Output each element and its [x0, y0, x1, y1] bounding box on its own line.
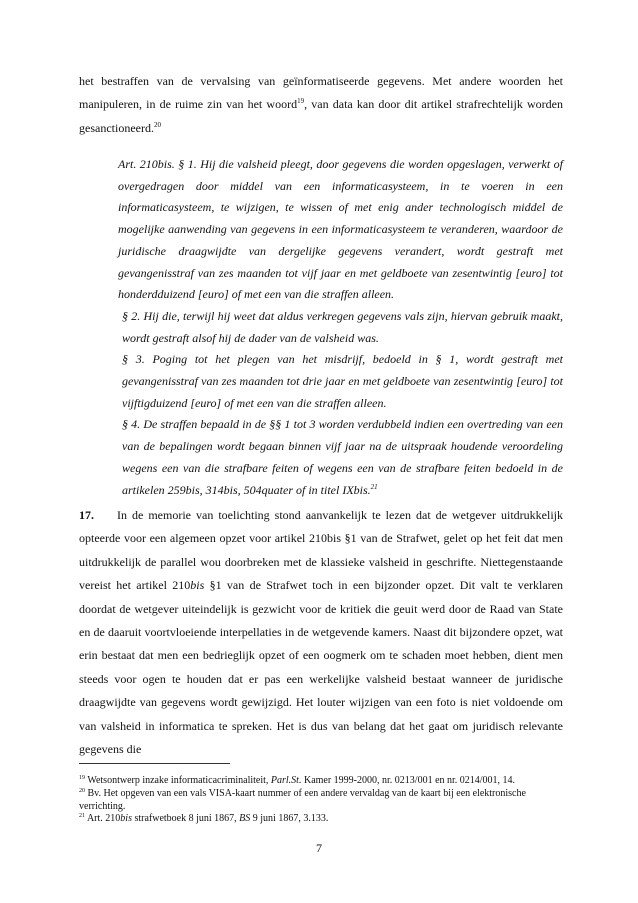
intro-text-1: het bestraffen van de vervalsing van geïnformatiseerde gegevens. Met andere woorden het manipuleren, in de ruime zin van het woord	[79, 74, 563, 112]
footnote-number: 21	[79, 813, 85, 819]
footnote-italic: bis	[120, 813, 132, 824]
footnote-text: strafwetboek 8 juni 1867,	[131, 813, 240, 824]
footnote-ref-21[interactable]: 21	[370, 482, 378, 491]
quote-paragraph-4	[118, 414, 563, 501]
footnote-number: 20	[79, 788, 85, 794]
page-number: 7	[316, 841, 322, 855]
footnote-text: Kamer 1999-2000, nr. 0213/001 en nr. 0214/001, 14.	[301, 775, 516, 786]
quoted-article-block	[118, 154, 563, 501]
footnote-number: 19	[79, 775, 85, 781]
quote-paragraph-1: Art. 210bis. § 1. Hij die valsheid pleegt, door gegevens die worden opgeslagen, verwerkt of overgedragen door middel van een informaticasysteem, in te voeren in een informaticasysteem, te wijzigen, te wissen of met enig ander technologisch middel de mogelijke aanwending van gegevens in een informaticasysteem te veranderen, waardoor de juridische draagwijdte van dergelijke gegevens verandert, wordt gestraft met gevangenisstraf van zes maanden tot vijf jaar en met geldboete van zesentwintig [euro] tot honderdduizend [euro] of met een van die straffen alleen.	[118, 157, 563, 302]
quote-paragraph-4-text: § 4. De straffen bepaald in de §§ 1 tot 3 worden verdubbeld indien een overtreding van een van de bepalingen wordt begaan binnen vijf jaar na de uitspraak houdende veroordeling wegens een van die strafbare feiten of wegens een van de strafbare feiten bedoeld in de artikelen 259bis, 314bis, 504quater of in titel IXbis.	[122, 417, 563, 497]
section-number: 17.	[79, 508, 94, 522]
footnote-text: Bv. Het opgeven van een vals VISA-kaart nummer of een andere vervaldag van de kaart bij een elektronische verrichting.	[79, 788, 526, 812]
quote-paragraph-2: § 2. Hij die, terwijl hij weet dat aldus verkregen gegevens vals zijn, hiervan gebruik maakt, wordt gestraft alsof hij de dader van de valsheid was.	[122, 308, 563, 345]
footnote-19	[79, 775, 563, 788]
quote-paragraph-3: § 3. Poging tot het plegen van het misdrijf, bedoeld in § 1, wordt gestraft met gevangenisstraf van zes maanden tot drie jaar en met geldboete van zesentwintig [euro] tot vijftigduizend [euro] of met een van die straffen alleen.	[122, 352, 563, 410]
footnote-divider	[79, 763, 230, 764]
footnote-text: 9 juni 1867, 3.133.	[250, 813, 329, 824]
footnote-21	[79, 813, 563, 826]
footnote-italic: Parl.St.	[270, 775, 302, 786]
footnote-ref-20[interactable]: 20	[153, 120, 161, 129]
intro-text-2: , van data kan door dit artikel strafrechtelijk worden gesanctioneerd.	[79, 97, 564, 135]
footnote-ref-19[interactable]: 19	[297, 97, 305, 106]
section-17-italic: bis	[190, 578, 205, 593]
intro-paragraph	[79, 70, 563, 140]
section-17-text-1: In de memorie van toelichting stond aanvankelijk te lezen dat de wetgever uitdrukkelijk opteerde voor een algemeen opzet voor artikel 210bis §1 van de Strafwet, gelet op het feit dat men uitdrukkelijk de parallel wou doorbreken met de klassieke valsheid in geschrifte. Niettegenstaande vereist het artikel 210	[79, 508, 563, 593]
footnote-text: Art. 210	[86, 813, 121, 824]
footnote-italic: BS	[239, 813, 251, 824]
footnote-20	[79, 788, 563, 813]
section-17-text-2: §1 van de Strafwet toch in een bijzonder opzet. Dit valt te verklaren doordat de wetgever uiteindelijk is gezwicht voor de kritiek die geuit werd door de Raad van State en de daaruit voortvloeiende interpellaties in de wetgevende kamers. Naast dit bijzondere opzet, wat erin bestaat dat men een bedrieglijk opzet of een oogmerk om te schaden moet hebben, dient men steeds voor ogen te houden dat er pas een werkelijke valsheid bestaat wanneer de juridische draagwijdte van gegevens wordt gewijzigd. Het louter wijzigen van een foto is niet voldoende om van valsheid in informatica te spreken. Het is dus van belang dat het gaat om juridisch relevante gegevens die	[79, 578, 564, 757]
footnote-text: Wetsontwerp inzake informaticacriminaliteit,	[87, 775, 271, 786]
section-17-paragraph	[79, 504, 563, 761]
